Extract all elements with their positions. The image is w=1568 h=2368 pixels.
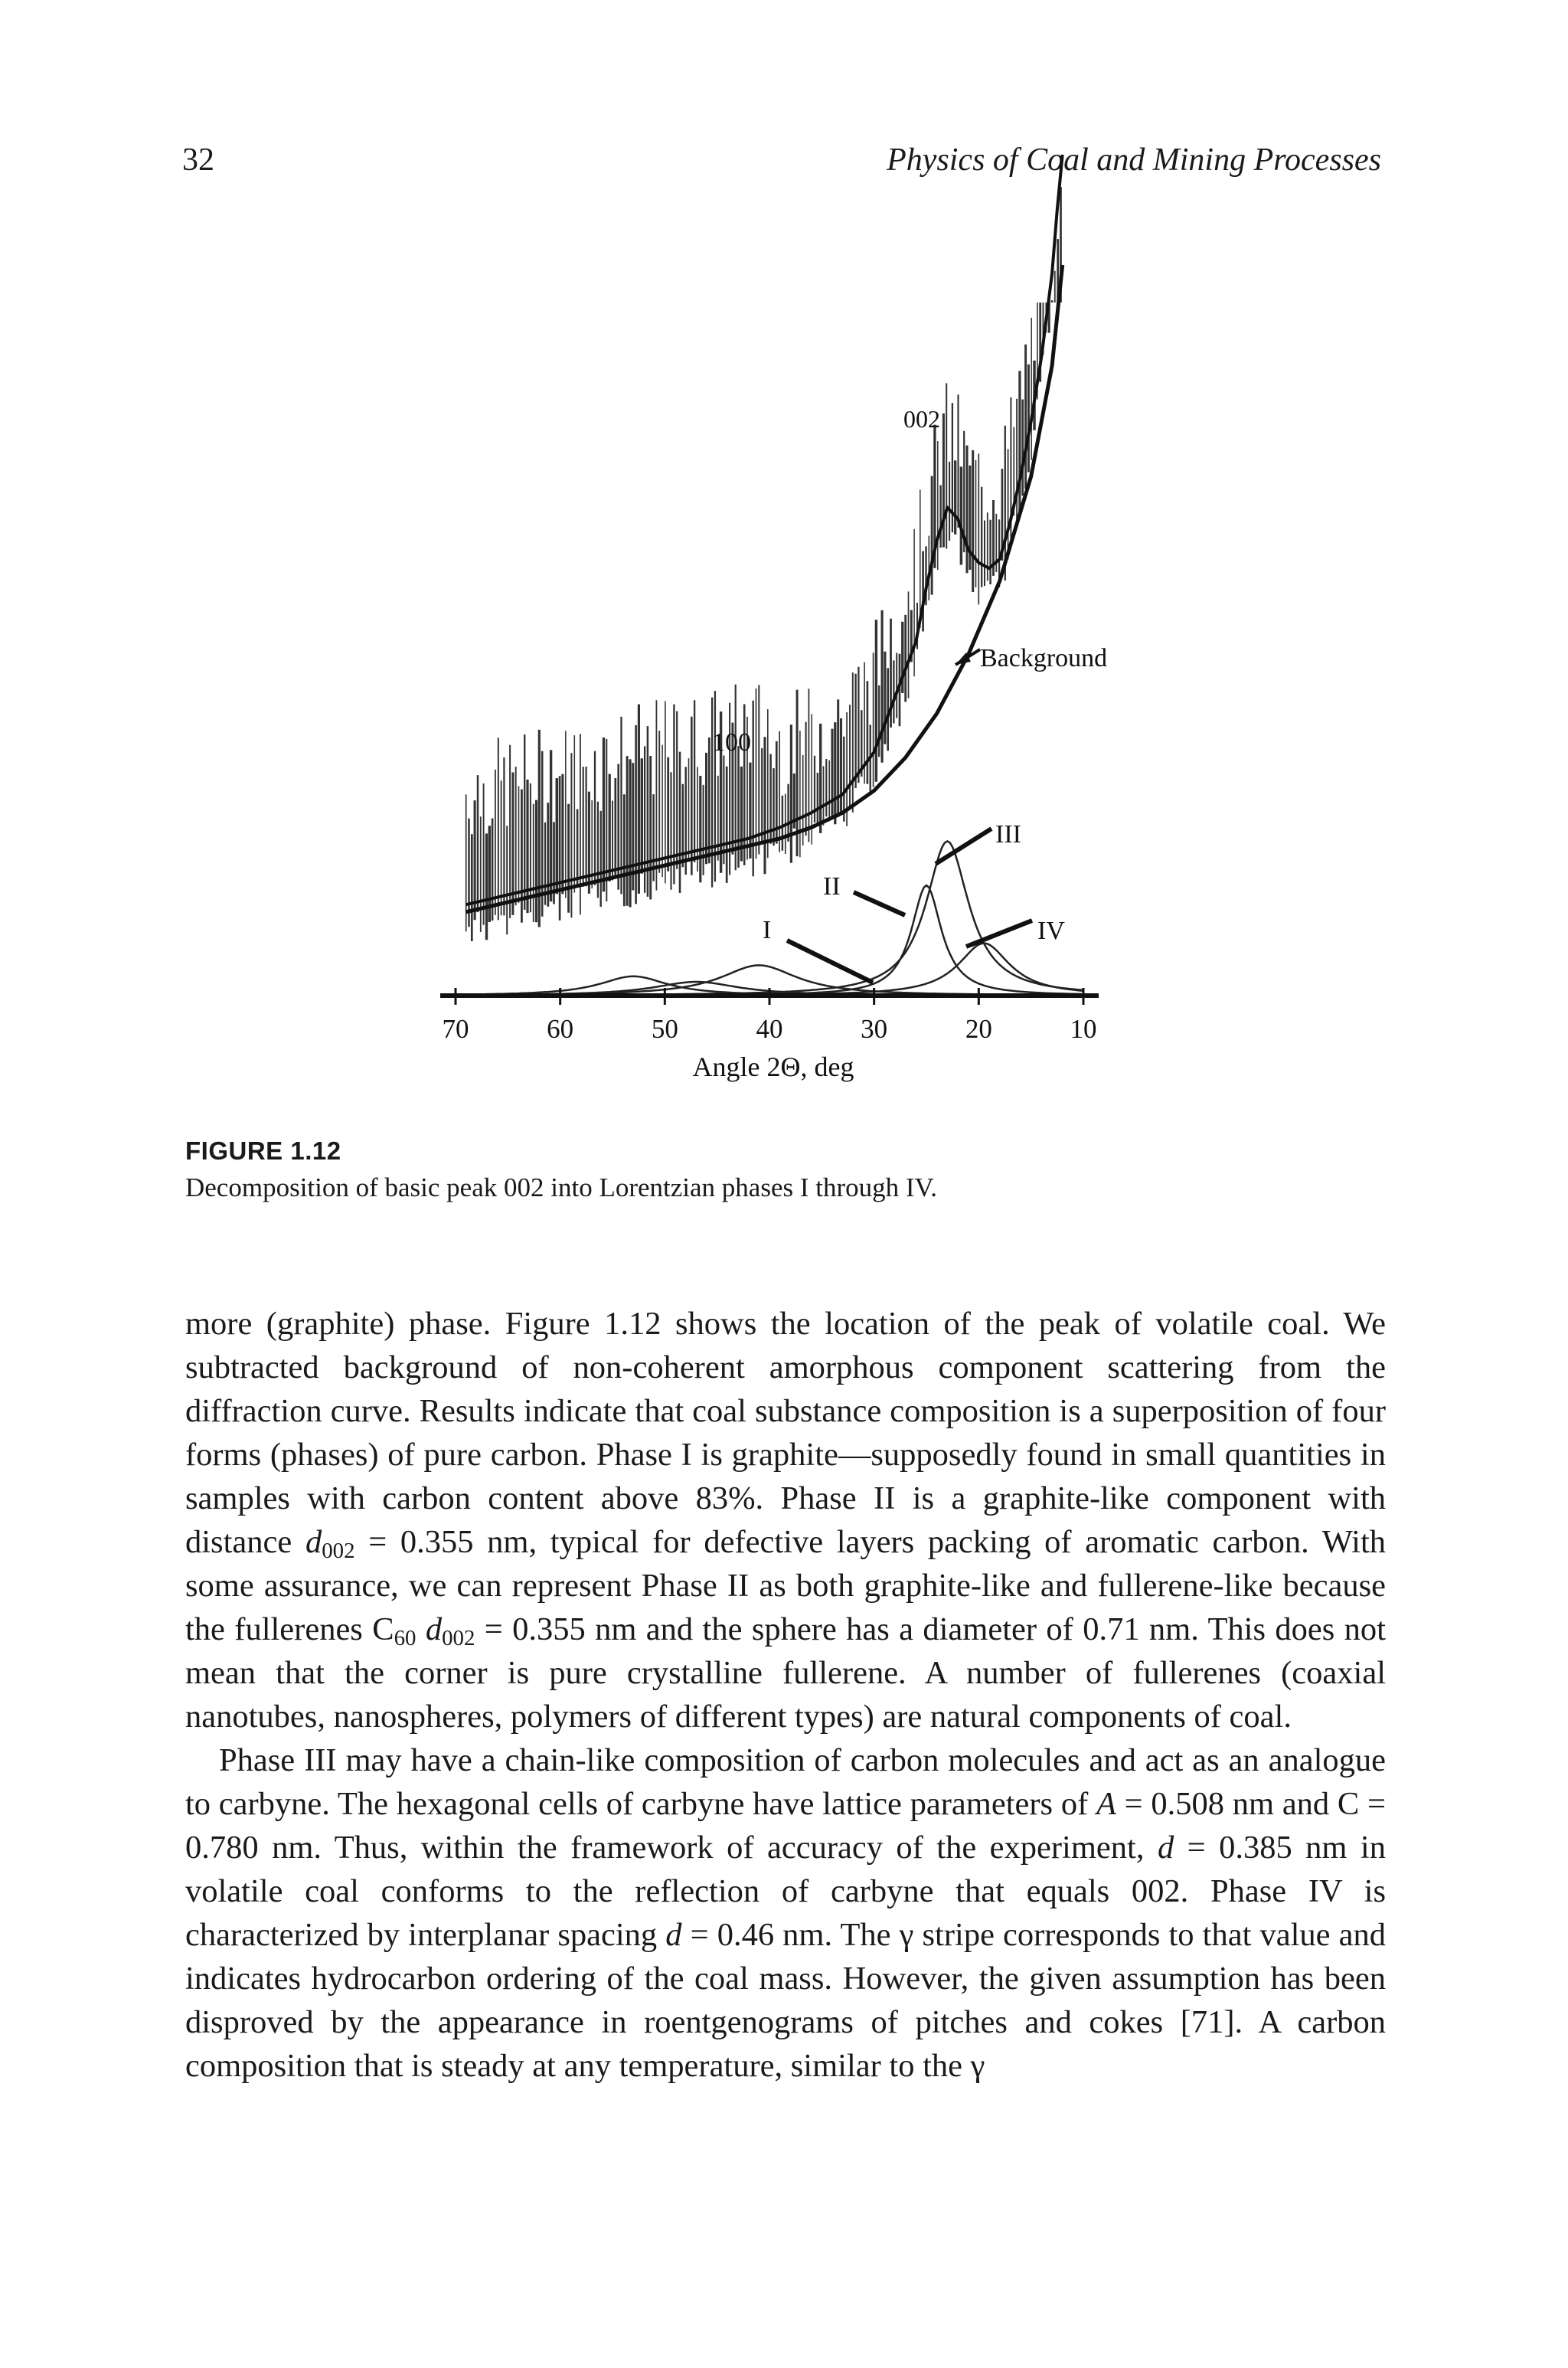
phase-ii-leader	[854, 892, 905, 915]
paragraph-2: Phase III may have a chain-like composition of carbon molecules and act as an analogue to carbyne. The hexagonal cells of carbyne have lattice parameters of A = 0.508 nm and C = 0.780 nm. Thus, within the framework of accuracy of the experiment, d = 0.385 nm in volatile coal conforms to the reflection of carbyne that equals 002. Phase IV is characterized by interplanar spacing d = 0.46 nm. The γ stripe corresponds to that value and indicates hydrocarbon ordering of the coal mass. However, the given assumption has been disproved by the appearance in roentgenograms of pitches and cokes [71]. A carbon composition that is steady at any temperature, similar to the γ	[185, 1742, 1386, 2084]
x-tick-label: 40	[756, 1014, 783, 1044]
phase-iii-label: III	[995, 820, 1021, 849]
x-tick-label: 20	[965, 1014, 992, 1044]
peak-002-label: 002	[903, 405, 940, 433]
figure-label: FIGURE 1.12	[185, 1137, 341, 1165]
x-tick-label: 10	[1070, 1014, 1097, 1044]
x-axis-label: Angle 2Θ, deg	[692, 1052, 854, 1082]
body-text	[185, 1302, 1386, 2088]
x-tick-label: 60	[547, 1014, 574, 1044]
x-tick-label: 50	[651, 1014, 678, 1044]
phase-iv-label: IV	[1037, 917, 1065, 945]
diffraction-figure	[0, 0, 1568, 1118]
figure-caption: Decomposition of basic peak 002 into Lorentzian phases I through IV.	[185, 1173, 938, 1202]
x-tick-label: 70	[442, 1014, 469, 1044]
page-number: 32	[182, 142, 214, 178]
background-label: Background	[980, 644, 1108, 672]
running-title: Physics of Coal and Mining Processes	[887, 142, 1381, 178]
paragraph-1: more (graphite) phase. Figure 1.12 shows the location of the peak of volatile coal. We subtracted background of non-coherent amorphous component scattering from the diffraction curve. Results indicate that coal substance composition is a superposition of four forms (phases) of pure carbon. Phase I is graphite—supposedly found in small quantities in samples with carbon content above 83%. Phase II is a graphite-like component with distance $d_{002} = 0.355$ nm, typical for defective layers packing of aromatic carbon. With some assurance, we can represent Phase II as both graphite-like and fullerene-like because the fullerenes $C_{60}$ $d_{002} = 0.355$ nm and the sphere has a diameter of 0.71 nm. This does not mean that the corner is pure crystalline fullerene. A number of fullerenes (coaxial nanotubes, nanospheres, polymers of different types) are natural components of coal.	[185, 1306, 1386, 1735]
phase-i-leader	[787, 940, 873, 983]
peak-100-label: 100	[712, 728, 751, 757]
phase-iii-leader	[936, 829, 991, 864]
x-tick-label: 30	[861, 1014, 888, 1044]
noise-hatch-layer	[466, 187, 1061, 941]
phase-i-label: I	[763, 916, 772, 944]
phase-ii-label: II	[823, 872, 841, 901]
